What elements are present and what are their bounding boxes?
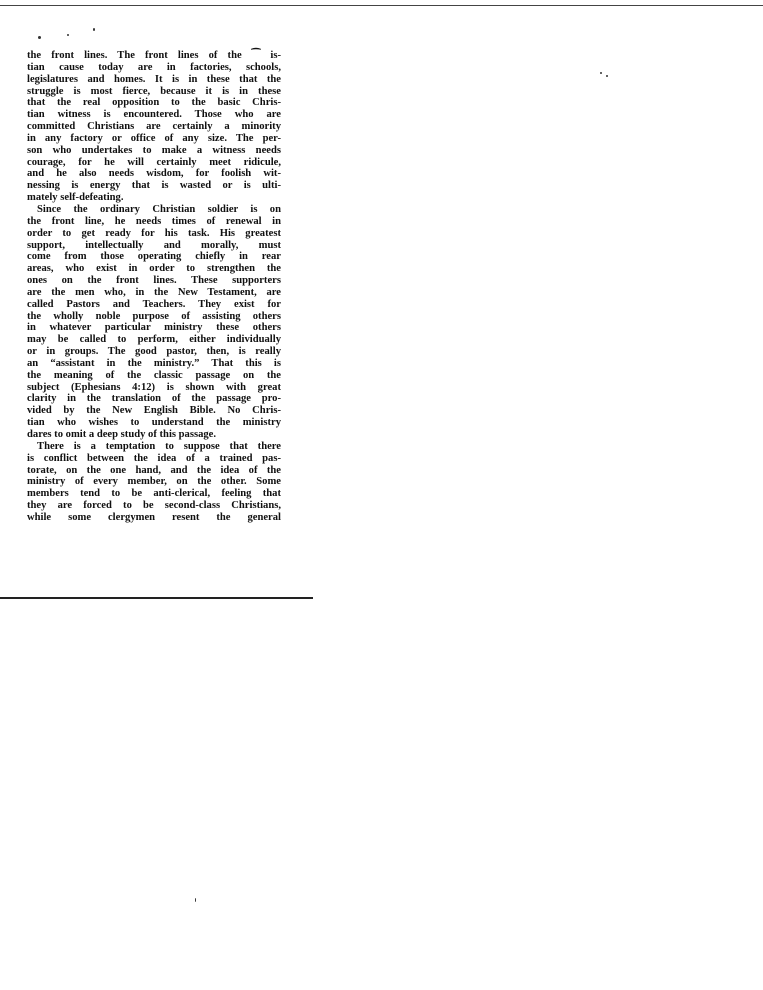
text-line: courage, for he will certainly meet ridicule, — [27, 156, 281, 168]
text-line: areas, who exist in order to strengthen the — [27, 263, 281, 275]
text-line: committed Christians are certainly a minority — [27, 121, 281, 133]
text-line: nessing is energy that is wasted or is ulti- — [27, 180, 281, 192]
text-line: or in groups. The good pastor, then, is really — [27, 346, 281, 358]
scan-speck — [38, 36, 41, 39]
text-line: struggle is most fierce, because it is in these — [27, 85, 281, 97]
text-line: that the real opposition to the basic Chris- — [27, 97, 281, 109]
text-line: son who undertakes to make a witness needs — [27, 144, 281, 156]
text-line: and he also needs wisdom, for foolish wit- — [27, 168, 281, 180]
top-page-rule — [0, 5, 763, 6]
text-line: they are forced to be second-class Christians, — [27, 500, 281, 512]
text-line: the meaning of the classic passage on the — [27, 369, 281, 381]
text-line: in any factory or office of any size. The per- — [27, 132, 281, 144]
text-line: subject (Ephesians 4:12) is shown with great — [27, 381, 281, 393]
scan-speck — [195, 898, 196, 902]
text-line: tian cause today are in factories, schools, — [27, 61, 281, 73]
text-line: clarity in the translation of the passage pro- — [27, 393, 281, 405]
scan-speck — [67, 34, 69, 36]
text-line: come from those operating chiefly in rear — [27, 251, 281, 263]
bottom-page-rule — [0, 597, 313, 599]
scan-speck — [600, 72, 602, 74]
scan-speck — [606, 75, 608, 77]
text-line: while some clergymen resent the general — [27, 511, 281, 523]
text-line: There is a temptation to suppose that there — [37, 440, 281, 452]
text-line: Since the ordinary Christian soldier is on — [37, 203, 281, 215]
text-line: dares to omit a deep study of this passage. — [27, 429, 217, 440]
text-line: is conflict between the idea of a trained pas- — [27, 452, 281, 464]
text-line: may be called to perform, either individually — [27, 334, 281, 346]
text-line: torate, on the one hand, and the idea of the — [27, 464, 281, 476]
text-line: support, intellectually and morally, must — [27, 239, 281, 251]
text-line: are the men who, in the New Testament, are — [27, 286, 281, 298]
text-line: ones on the front lines. These supporters — [27, 275, 281, 287]
text-line: legislatures and homes. It is in these that the — [27, 73, 281, 85]
text-line: the wholly noble purpose of assisting others — [27, 310, 281, 322]
text-line: order to get ready for his task. His greatest — [27, 227, 281, 239]
text-line: an “assistant in the ministry.” That this is — [27, 357, 281, 369]
text-line: in whatever particular ministry these others — [27, 322, 281, 334]
text-line: the front line, he needs times of renewal in — [27, 215, 281, 227]
text-line: tian witness is encountered. Those who are — [27, 109, 281, 121]
text-line: the front lines. The front lines of the ⁀ is- — [27, 50, 281, 61]
text-line: members tend to be anti-clerical, feeling that — [27, 488, 281, 500]
text-line: vided by the New English Bible. No Chris- — [27, 405, 281, 417]
text-line: ministry of every member, on the other. Some — [27, 476, 281, 488]
text-column — [27, 50, 281, 524]
scan-speck — [93, 28, 95, 31]
text-line: called Pastors and Teachers. They exist for — [27, 298, 281, 310]
text-line: mately self-defeating. — [27, 192, 124, 204]
text-line: tian who wishes to understand the ministry — [27, 417, 281, 429]
